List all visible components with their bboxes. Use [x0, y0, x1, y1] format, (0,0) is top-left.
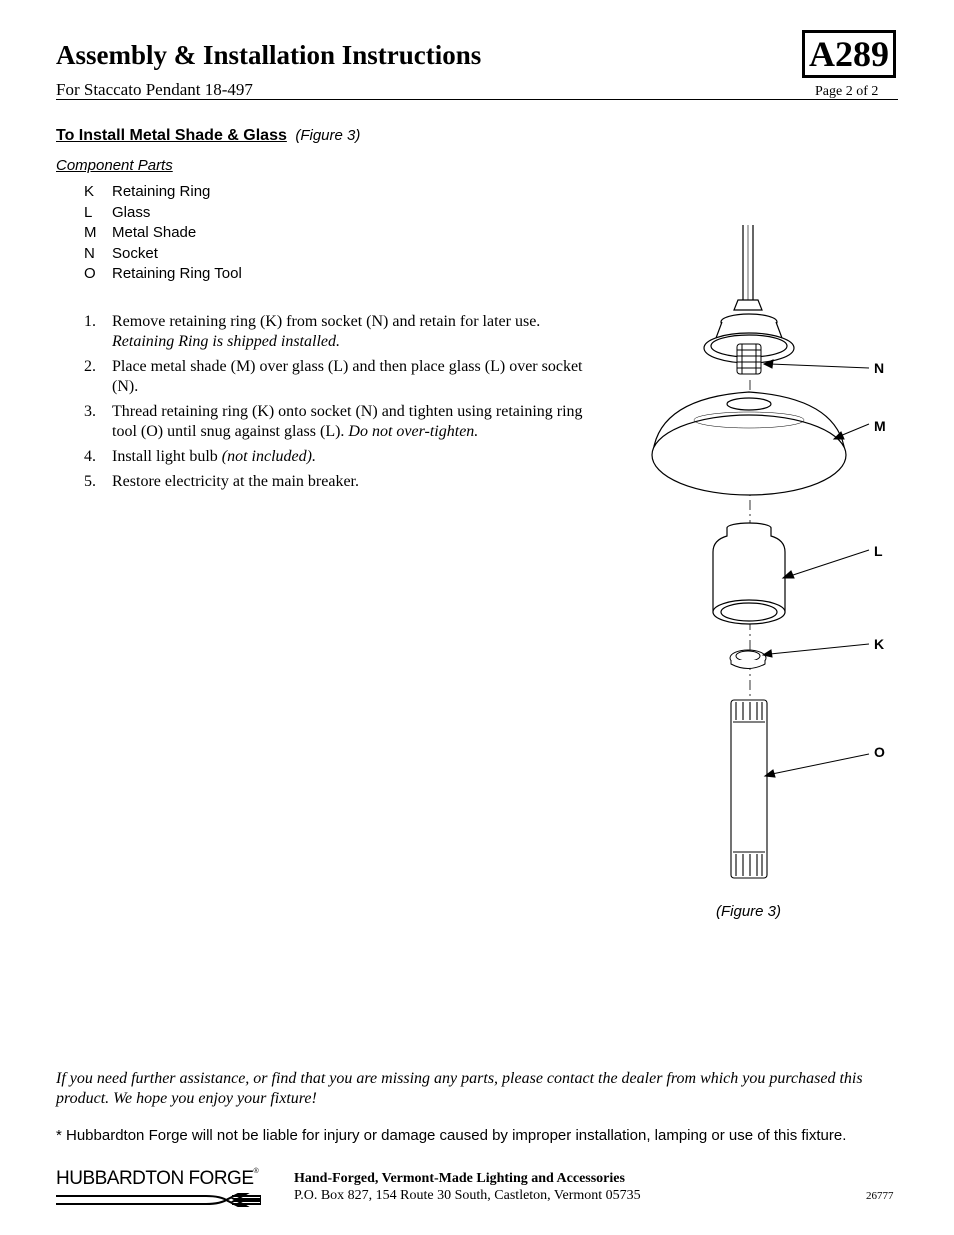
retaining-ring-tool-o [731, 700, 767, 878]
part-name: Retaining Ring [112, 183, 211, 200]
part-name: Retaining Ring Tool [112, 265, 242, 282]
disclaimer: * Hubbardton Forge will not be liable for injury or damage caused by improper installation, lamping or use of this fixture. [56, 1127, 847, 1144]
logo-name: HUBBARDTON FORGE [56, 1168, 254, 1189]
assistance-note: If you need further assistance, or find that you are missing any parts, please contact the dealer from which you purchased this product. We hope you enjoy your fixture! [56, 1070, 863, 1107]
step-body: Thread retaining ring (K) onto socket (N) and tighten using retaining ring tool (O) until snug against glass (L). [112, 403, 583, 440]
figure-caption: (Figure 3) [716, 903, 782, 920]
document-number: 26777 [866, 1190, 894, 1202]
part-item [84, 183, 242, 204]
section-heading [56, 127, 360, 145]
label-m: M [874, 418, 886, 434]
part-item [84, 245, 242, 266]
section-title: To Install Metal Shade & Glass [56, 127, 287, 144]
page-subtitle: For Staccato Pendant 18-497 [56, 80, 253, 99]
step-note: Retaining Ring is shipped installed. [112, 333, 340, 350]
part-letter: M [84, 224, 97, 241]
header-divider [56, 99, 898, 100]
label-k: K [874, 636, 885, 652]
step-body: Install light bulb [112, 448, 218, 465]
step-number: 4. [84, 448, 96, 465]
step-text [112, 312, 584, 352]
step-text [112, 447, 584, 467]
part-item [84, 265, 242, 286]
label-o: O [874, 744, 885, 760]
retaining-ring-k [730, 650, 766, 669]
metal-shade-m [652, 392, 846, 495]
step-item [84, 312, 584, 352]
step-item [84, 447, 584, 467]
page-number: Page 2 of 2 [815, 84, 879, 99]
step-number: 1. [84, 313, 96, 330]
pendant-stem [734, 225, 762, 310]
part-item [84, 224, 242, 245]
step-body: Place metal shade (M) over glass (L) and then place glass (L) over socket (N). [112, 358, 583, 395]
step-number: 5. [84, 473, 96, 490]
part-name: Glass [112, 203, 151, 221]
company-tagline: Hand-Forged, Vermont-Made Lighting and Accessories [294, 1171, 625, 1186]
part-letter: N [84, 244, 95, 262]
step-item [84, 402, 584, 442]
step-body: Remove retaining ring (K) from socket (N) and retain for later use. [112, 313, 541, 330]
label-n: N [874, 360, 885, 376]
step-note: (not included). [221, 448, 316, 465]
part-letter: L [84, 203, 93, 221]
company-address: P.O. Box 827, 154 Route 30 South, Castleton, Vermont 05735 [294, 1188, 641, 1203]
instruction-steps [84, 312, 584, 497]
step-item [84, 472, 584, 492]
logo-tongs-icon [56, 1192, 261, 1208]
step-text [112, 402, 584, 442]
part-item [84, 204, 242, 225]
step-note: Do not over-tighten. [348, 423, 479, 440]
doc-code: A289 [809, 34, 889, 74]
figure-3-diagram [620, 220, 920, 900]
logo-wordmark [56, 1168, 258, 1190]
hubbardton-forge-logo [56, 1168, 266, 1210]
doc-code-box [802, 30, 896, 78]
step-number: 2. [84, 358, 96, 375]
page-title: Assembly & Installation Instructions [56, 40, 482, 70]
step-item [84, 357, 584, 397]
label-l: L [874, 543, 883, 559]
step-body: Restore electricity at the main breaker. [112, 473, 359, 490]
section-figure-ref: (Figure 3) [295, 127, 361, 144]
socket-n [737, 344, 761, 374]
part-name: Socket [112, 244, 158, 262]
step-number: 3. [84, 403, 96, 420]
glass-l [713, 523, 785, 624]
part-name: Metal Shade [112, 224, 197, 241]
part-letter: K [84, 183, 95, 200]
parts-list [84, 183, 242, 286]
part-letter: O [84, 265, 96, 282]
component-parts-heading: Component Parts [56, 157, 173, 174]
logo-registered-mark: ® [253, 1168, 259, 1175]
